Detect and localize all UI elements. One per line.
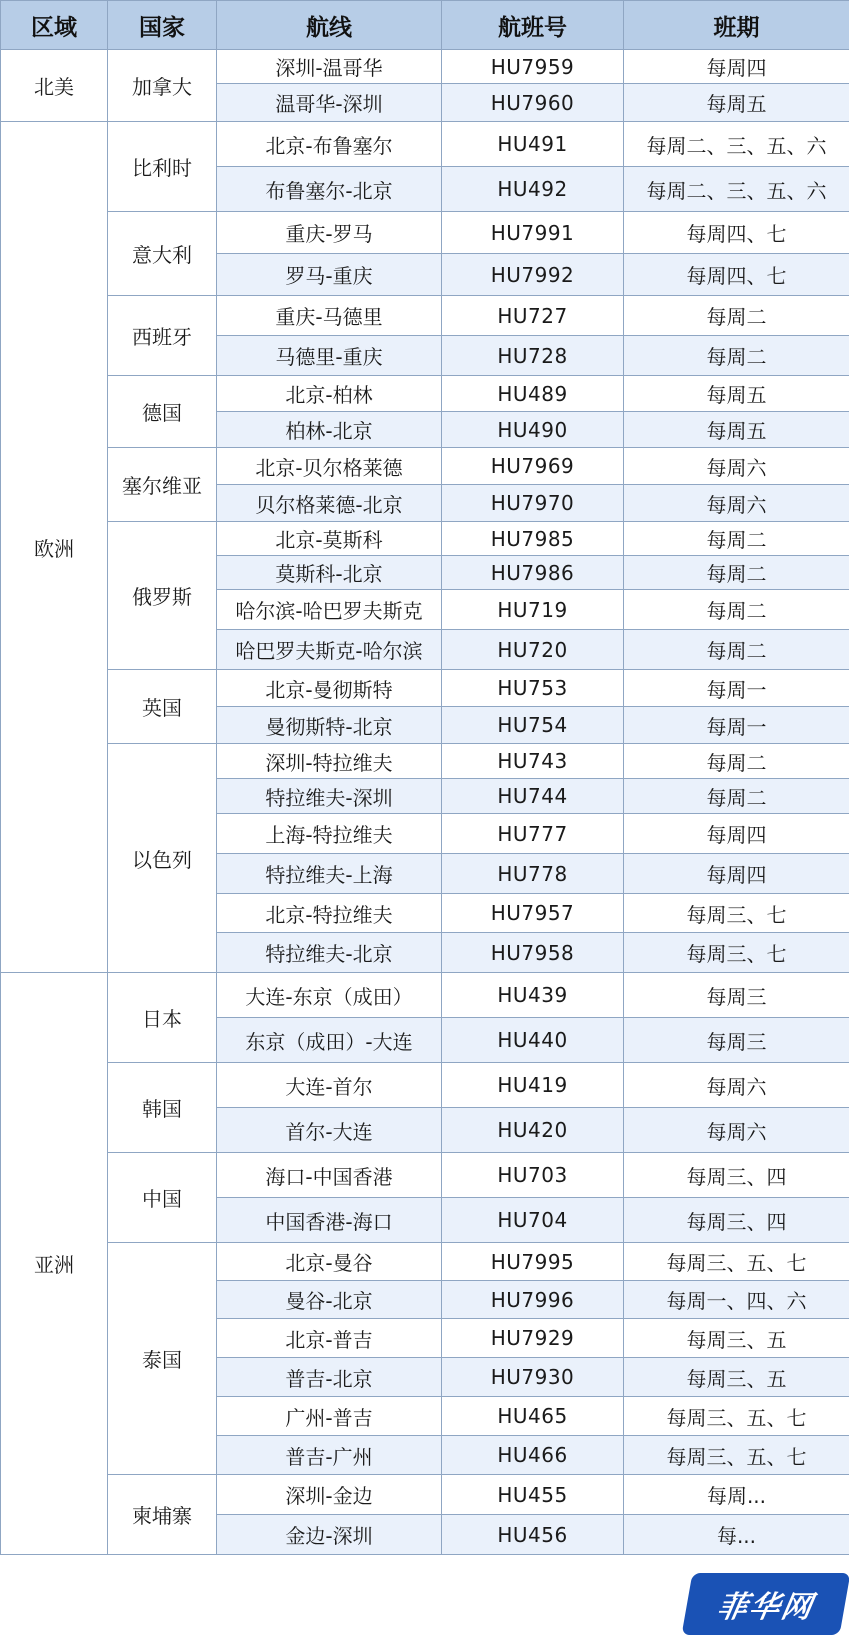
route-cell: 首尔-大连 — [217, 1108, 442, 1153]
route-cell: 海口-中国香港 — [217, 1153, 442, 1198]
route-cell: 罗马-重庆 — [217, 254, 442, 296]
flight-number-cell: HU420 — [442, 1108, 624, 1153]
route-cell: 北京-柏林 — [217, 376, 442, 412]
flight-number-cell: HU465 — [442, 1397, 624, 1436]
route-cell: 大连-东京（成田） — [217, 973, 442, 1018]
route-cell: 普吉-北京 — [217, 1358, 442, 1397]
flight-number-cell: HU489 — [442, 376, 624, 412]
route-cell: 北京-特拉维夫 — [217, 894, 442, 933]
route-cell: 特拉维夫-上海 — [217, 854, 442, 894]
schedule-cell: 每周三、七 — [624, 933, 849, 973]
flight-number-cell: HU440 — [442, 1018, 624, 1063]
route-cell: 曼谷-北京 — [217, 1281, 442, 1319]
country-cell: 中国 — [108, 1153, 217, 1243]
header-row — [1, 1, 849, 50]
flight-number-cell: HU777 — [442, 814, 624, 854]
flight-number-cell: HU7969 — [442, 448, 624, 485]
schedule-cell: 每周二 — [624, 744, 849, 779]
schedule-cell: 每周五 — [624, 84, 849, 122]
flight-number-cell: HU7985 — [442, 522, 624, 556]
route-cell: 曼彻斯特-北京 — [217, 707, 442, 744]
route-cell: 马德里-重庆 — [217, 336, 442, 376]
flight-number-cell: HU7992 — [442, 254, 624, 296]
header-route: 航线 — [217, 1, 442, 50]
flight-number-cell: HU754 — [442, 707, 624, 744]
flight-number-cell: HU704 — [442, 1198, 624, 1243]
flight-number-cell: HU419 — [442, 1063, 624, 1108]
schedule-cell: 每周四 — [624, 50, 849, 84]
flight-number-cell: HU719 — [442, 590, 624, 630]
route-cell: 北京-普吉 — [217, 1319, 442, 1358]
schedule-cell: 每... — [624, 1515, 849, 1555]
flight-number-cell: HU7959 — [442, 50, 624, 84]
table-row — [1, 670, 849, 707]
route-cell: 金边-深圳 — [217, 1515, 442, 1555]
watermark-text: 菲华网 — [714, 1590, 817, 1625]
flight-number-cell: HU7986 — [442, 556, 624, 590]
route-cell: 特拉维夫-北京 — [217, 933, 442, 973]
schedule-cell: 每周二 — [624, 779, 849, 814]
schedule-cell: 每周二 — [624, 336, 849, 376]
table-row — [1, 522, 849, 556]
schedule-cell: 每周二 — [624, 556, 849, 590]
table-row — [1, 973, 849, 1018]
route-cell: 哈巴罗夫斯克-哈尔滨 — [217, 630, 442, 670]
schedule-cell: 每周五 — [624, 412, 849, 448]
schedule-cell: 每周四、七 — [624, 254, 849, 296]
schedule-cell: 每周三、四 — [624, 1198, 849, 1243]
schedule-cell: 每周五 — [624, 376, 849, 412]
schedule-cell: 每周三、五、七 — [624, 1436, 849, 1475]
flight-number-cell: HU703 — [442, 1153, 624, 1198]
flight-number-cell: HU744 — [442, 779, 624, 814]
route-cell: 中国香港-海口 — [217, 1198, 442, 1243]
header-schedule: 班期 — [624, 1, 849, 50]
route-cell: 深圳-温哥华 — [217, 50, 442, 84]
flight-number-cell: HU491 — [442, 122, 624, 167]
table-body — [1, 50, 849, 1555]
route-cell: 重庆-罗马 — [217, 212, 442, 254]
schedule-cell: 每周一、四、六 — [624, 1281, 849, 1319]
region-cell: 欧洲 — [1, 122, 108, 973]
route-cell: 莫斯科-北京 — [217, 556, 442, 590]
flight-number-cell: HU456 — [442, 1515, 624, 1555]
table-row — [1, 376, 849, 412]
route-cell: 深圳-特拉维夫 — [217, 744, 442, 779]
route-cell: 特拉维夫-深圳 — [217, 779, 442, 814]
country-cell: 日本 — [108, 973, 217, 1063]
flight-number-cell: HU7960 — [442, 84, 624, 122]
table-row — [1, 122, 849, 167]
watermark-logo — [682, 1573, 849, 1635]
region-cell: 亚洲 — [1, 973, 108, 1555]
schedule-cell: 每周二 — [624, 630, 849, 670]
table-row — [1, 744, 849, 779]
schedule-cell: 每周三 — [624, 1018, 849, 1063]
route-cell: 温哥华-深圳 — [217, 84, 442, 122]
route-cell: 北京-布鲁塞尔 — [217, 122, 442, 167]
schedule-cell: 每周四 — [624, 854, 849, 894]
route-cell: 贝尔格莱德-北京 — [217, 485, 442, 522]
flight-number-cell: HU7958 — [442, 933, 624, 973]
schedule-cell: 每周三、五 — [624, 1358, 849, 1397]
region-cell: 北美 — [1, 50, 108, 122]
country-cell: 英国 — [108, 670, 217, 744]
country-cell: 比利时 — [108, 122, 217, 212]
schedule-cell: 每周三、四 — [624, 1153, 849, 1198]
header-flight: 航班号 — [442, 1, 624, 50]
flight-number-cell: HU7970 — [442, 485, 624, 522]
table-row — [1, 1063, 849, 1108]
flight-number-cell: HU727 — [442, 296, 624, 336]
route-cell: 大连-首尔 — [217, 1063, 442, 1108]
schedule-cell: 每周二、三、五、六 — [624, 167, 849, 212]
route-cell: 深圳-金边 — [217, 1475, 442, 1515]
route-cell: 布鲁塞尔-北京 — [217, 167, 442, 212]
schedule-cell: 每周六 — [624, 485, 849, 522]
schedule-cell: 每周六 — [624, 1063, 849, 1108]
table-row — [1, 50, 849, 84]
route-cell: 上海-特拉维夫 — [217, 814, 442, 854]
flight-number-cell: HU7995 — [442, 1243, 624, 1281]
country-cell: 西班牙 — [108, 296, 217, 376]
flight-number-cell: HU466 — [442, 1436, 624, 1475]
table-row — [1, 296, 849, 336]
route-cell: 普吉-广州 — [217, 1436, 442, 1475]
flight-number-cell: HU439 — [442, 973, 624, 1018]
route-cell: 重庆-马德里 — [217, 296, 442, 336]
schedule-cell: 每周一 — [624, 707, 849, 744]
flight-number-cell: HU7930 — [442, 1358, 624, 1397]
schedule-cell: 每周四、七 — [624, 212, 849, 254]
country-cell: 塞尔维亚 — [108, 448, 217, 522]
country-cell: 韩国 — [108, 1063, 217, 1153]
route-cell: 东京（成田）-大连 — [217, 1018, 442, 1063]
table-row — [1, 1153, 849, 1198]
flight-number-cell: HU753 — [442, 670, 624, 707]
country-cell: 以色列 — [108, 744, 217, 973]
flight-number-cell: HU455 — [442, 1475, 624, 1515]
schedule-cell: 每周... — [624, 1475, 849, 1515]
schedule-cell: 每周二、三、五、六 — [624, 122, 849, 167]
country-cell: 德国 — [108, 376, 217, 448]
schedule-cell: 每周三、五、七 — [624, 1397, 849, 1436]
country-cell: 俄罗斯 — [108, 522, 217, 670]
header-region: 区域 — [1, 1, 108, 50]
schedule-cell: 每周二 — [624, 522, 849, 556]
flight-number-cell: HU728 — [442, 336, 624, 376]
country-cell: 柬埔寨 — [108, 1475, 217, 1555]
table-row — [1, 212, 849, 254]
flight-number-cell: HU7929 — [442, 1319, 624, 1358]
flight-number-cell: HU743 — [442, 744, 624, 779]
table-row — [1, 448, 849, 485]
table-row — [1, 1243, 849, 1281]
table-row — [1, 1475, 849, 1515]
schedule-cell: 每周三、七 — [624, 894, 849, 933]
route-cell: 北京-贝尔格莱德 — [217, 448, 442, 485]
schedule-cell: 每周三 — [624, 973, 849, 1018]
route-cell: 广州-普吉 — [217, 1397, 442, 1436]
schedule-cell: 每周一 — [624, 670, 849, 707]
route-cell: 哈尔滨-哈巴罗夫斯克 — [217, 590, 442, 630]
schedule-cell: 每周四 — [624, 814, 849, 854]
flight-number-cell: HU720 — [442, 630, 624, 670]
flight-number-cell: HU490 — [442, 412, 624, 448]
route-cell: 北京-曼彻斯特 — [217, 670, 442, 707]
flight-number-cell: HU492 — [442, 167, 624, 212]
flight-number-cell: HU7996 — [442, 1281, 624, 1319]
country-cell: 意大利 — [108, 212, 217, 296]
route-cell: 北京-曼谷 — [217, 1243, 442, 1281]
schedule-cell: 每周二 — [624, 590, 849, 630]
schedule-cell: 每周六 — [624, 448, 849, 485]
header-country: 国家 — [108, 1, 217, 50]
flight-number-cell: HU778 — [442, 854, 624, 894]
country-cell: 泰国 — [108, 1243, 217, 1475]
country-cell: 加拿大 — [108, 50, 217, 122]
schedule-cell: 每周六 — [624, 1108, 849, 1153]
flight-number-cell: HU7957 — [442, 894, 624, 933]
flight-number-cell: HU7991 — [442, 212, 624, 254]
schedule-cell: 每周二 — [624, 296, 849, 336]
schedule-cell: 每周三、五 — [624, 1319, 849, 1358]
route-cell: 柏林-北京 — [217, 412, 442, 448]
schedule-cell: 每周三、五、七 — [624, 1243, 849, 1281]
route-cell: 北京-莫斯科 — [217, 522, 442, 556]
